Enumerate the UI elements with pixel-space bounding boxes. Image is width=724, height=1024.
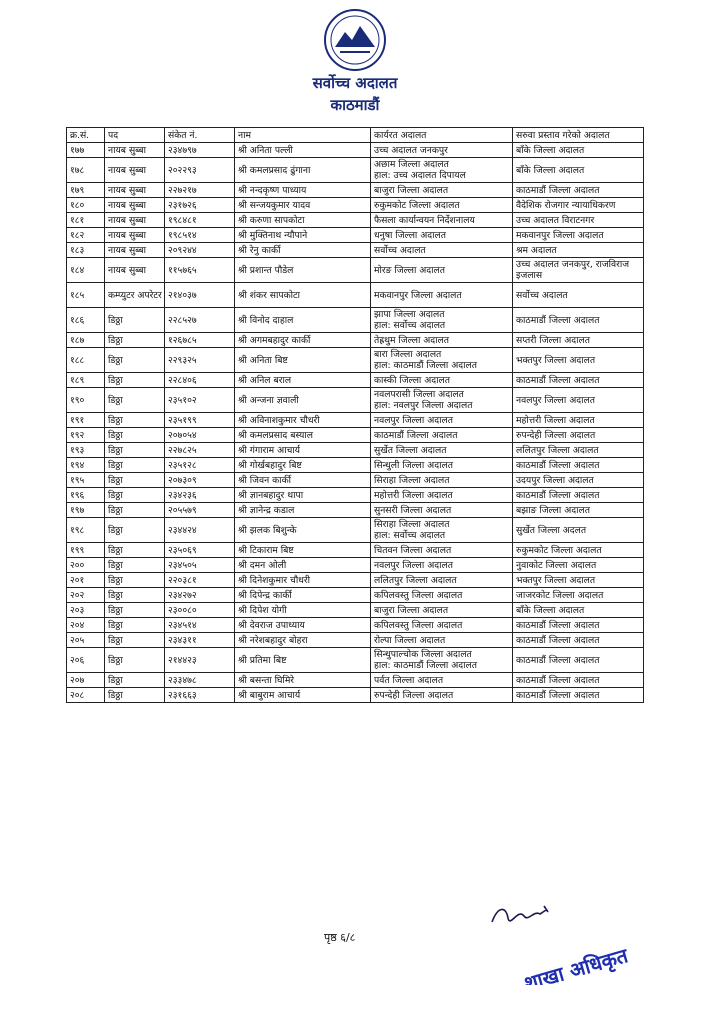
current-court-line: अछाम जिल्ला अदालत xyxy=(374,159,449,170)
current-court-line: सिन्धुपाल्चोक जिल्ला अदालत xyxy=(374,649,472,660)
cell-serial: १९७ xyxy=(67,503,105,518)
cell-transfer-court: भक्तपुर जिल्ला अदालत xyxy=(513,348,644,373)
cell-code: २२९३२५ xyxy=(165,348,235,373)
cell-current-court xyxy=(371,213,513,228)
current-court-line: तेह्रथुम जिल्ला अदालत xyxy=(374,334,450,346)
cell-current-court xyxy=(371,258,513,283)
current-court-line: कपिलवस्तु जिल्ला अदालत xyxy=(374,589,463,601)
cell-serial: २०२ xyxy=(67,588,105,603)
cell-current-court xyxy=(371,618,513,633)
col-transfer-court: सरुवा प्रस्ताव गरेको अदालत xyxy=(513,128,644,143)
cell-current-court xyxy=(371,348,513,373)
cell-name: श्री गंगाराम आचार्य xyxy=(235,443,371,458)
cell-current-court xyxy=(371,573,513,588)
cell-name: श्री ज्ञानबहादुर थापा xyxy=(235,488,371,503)
cell-name: श्री रेनु कार्की xyxy=(235,243,371,258)
cell-current-court xyxy=(371,428,513,443)
cell-current-court xyxy=(371,648,513,673)
cell-transfer-court: बाँके जिल्ला अदालत xyxy=(513,143,644,158)
cell-serial: १९० xyxy=(67,388,105,413)
cell-current-court xyxy=(371,503,513,518)
current-court-line: ललितपुर जिल्ला अदालत xyxy=(374,574,457,586)
cell-current-court xyxy=(371,183,513,198)
cell-name: श्री अन्जना ज्ञवाली xyxy=(235,388,371,413)
cell-code: २२७८२५ xyxy=(165,443,235,458)
cell-post: डिठ्ठा xyxy=(105,518,165,543)
current-court-line: महोत्तरी जिल्ला अदालत xyxy=(374,489,453,501)
table-row xyxy=(67,243,644,258)
table-row xyxy=(67,473,644,488)
cell-transfer-court: नवलपुर जिल्ला अदालत xyxy=(513,388,644,413)
cell-serial: १९१ xyxy=(67,413,105,428)
cell-transfer-court: बाँके जिल्ला अदालत xyxy=(513,603,644,618)
cell-current-court xyxy=(371,308,513,333)
cell-serial: १७९ xyxy=(67,183,105,198)
table-row xyxy=(67,373,644,388)
current-court-line: सिराहा जिल्ला अदालत xyxy=(374,474,450,486)
cell-current-court xyxy=(371,518,513,543)
current-court-line: कास्की जिल्ला अदालत xyxy=(374,374,450,386)
cell-post: डिठ्ठा xyxy=(105,308,165,333)
cell-post: डिठ्ठा xyxy=(105,558,165,573)
cell-current-court xyxy=(371,458,513,473)
cell-post: डिठ्ठा xyxy=(105,648,165,673)
cell-code: २०२२९३ xyxy=(165,158,235,183)
current-court-line: काठमाडौं जिल्ला अदालत xyxy=(374,429,458,441)
cell-code: २३५१९९ xyxy=(165,413,235,428)
table-row xyxy=(67,688,644,703)
table-row xyxy=(67,673,644,688)
cell-transfer-court: वैदेशिक रोजगार न्यायाधिकरण xyxy=(513,198,644,213)
current-court-line: चितवन जिल्ला अदालत xyxy=(374,544,452,556)
table-row xyxy=(67,308,644,333)
cell-code: २०७०५४ xyxy=(165,428,235,443)
table-row xyxy=(67,443,644,458)
cell-current-court xyxy=(371,588,513,603)
cell-serial: १९२ xyxy=(67,428,105,443)
cell-serial: १९९ xyxy=(67,543,105,558)
cell-post: डिठ्ठा xyxy=(105,573,165,588)
cell-code: २३१७२६ xyxy=(165,198,235,213)
cell-name: श्री शंकर सापकोटा xyxy=(235,283,371,308)
cell-serial: १८५ xyxy=(67,283,105,308)
table-body xyxy=(67,143,644,703)
cell-transfer-court: सप्तरी जिल्ला अदालत xyxy=(513,333,644,348)
current-court-line: रुकुमकोट जिल्ला अदालत xyxy=(374,199,460,211)
cell-post: डिठ्ठा xyxy=(105,543,165,558)
cell-current-court xyxy=(371,143,513,158)
cell-transfer-court: मकवानपुर जिल्ला अदालत xyxy=(513,228,644,243)
cell-code: २२८४०६ xyxy=(165,373,235,388)
cell-transfer-court: सर्वोच्च अदालत xyxy=(513,283,644,308)
current-court-line: हाल: काठमाडौं जिल्ला अदालत xyxy=(374,660,477,671)
current-court-line: उच्च अदालत जनकपुर xyxy=(374,144,448,156)
seal-line-2: काठमाडौं xyxy=(330,96,380,114)
current-court-line: हाल: सर्वोच्च अदालत xyxy=(374,530,446,541)
cell-name: श्री प्रशान्त पौडेल xyxy=(235,258,371,283)
cell-code: २२०३८१ xyxy=(165,573,235,588)
table-row xyxy=(67,603,644,618)
cell-transfer-court: काठमाडौं जिल्ला अदालत xyxy=(513,488,644,503)
table-row xyxy=(67,198,644,213)
cell-code: २३५०६९ xyxy=(165,543,235,558)
table-row xyxy=(67,228,644,243)
table-row xyxy=(67,558,644,573)
cell-serial: २०४ xyxy=(67,618,105,633)
cell-transfer-court: काठमाडौं जिल्ला अदालत xyxy=(513,373,644,388)
cell-serial: १८६ xyxy=(67,308,105,333)
cell-code: २१४०३७ xyxy=(165,283,235,308)
cell-name: श्री प्रतिमा बिष्ट xyxy=(235,648,371,673)
current-court-line: हाल: उच्च अदालत दिपायल xyxy=(374,170,466,181)
cell-serial: २०० xyxy=(67,558,105,573)
current-court-line: सिराहा जिल्ला अदालत xyxy=(374,519,450,530)
cell-transfer-court: उच्च अदालत जनकपुर, राजविराज इजलास xyxy=(513,258,644,283)
cell-transfer-court: काठमाडौं जिल्ला अदालत xyxy=(513,648,644,673)
officer-stamp xyxy=(510,925,650,985)
table-row xyxy=(67,258,644,283)
table-row xyxy=(67,648,644,673)
cell-current-court xyxy=(371,633,513,648)
current-court-line: रोल्पा जिल्ला अदालत xyxy=(374,634,446,646)
cell-serial: २०१ xyxy=(67,573,105,588)
cell-transfer-court: काठमाडौं जिल्ला अदालत xyxy=(513,688,644,703)
table-row xyxy=(67,633,644,648)
page-number: पृष्ठ ६/८ xyxy=(324,931,356,944)
cell-code: २३४२७२ xyxy=(165,588,235,603)
current-court-line: सुनसरी जिल्ला अदालत xyxy=(374,504,452,516)
cell-post: डिठ्ठा xyxy=(105,688,165,703)
cell-name: श्री नरेशबहादुर बोहरा xyxy=(235,633,371,648)
cell-name: श्री कमलप्रसाद ढुंगाना xyxy=(235,158,371,183)
cell-transfer-court: काठमाडौं जिल्ला अदालत xyxy=(513,618,644,633)
cell-code: २३४२३६ xyxy=(165,488,235,503)
cell-transfer-court: सुर्खेत जिल्ला अदलत xyxy=(513,518,644,543)
cell-code: १९८४८१ xyxy=(165,213,235,228)
cell-code: २२८५२७ xyxy=(165,308,235,333)
cell-transfer-court: जाजरकोट जिल्ला अदालत xyxy=(513,588,644,603)
cell-post: डिठ्ठा xyxy=(105,413,165,428)
cell-serial: १८८ xyxy=(67,348,105,373)
cell-name: श्री करुणा सापकोटा xyxy=(235,213,371,228)
seal-line-1: सर्वोच्च अदालत xyxy=(312,74,398,92)
cell-post: नायब सुब्बा xyxy=(105,258,165,283)
cell-post: नायब सुब्बा xyxy=(105,213,165,228)
table-row xyxy=(67,458,644,473)
cell-current-court xyxy=(371,443,513,458)
cell-name: श्री दिनेशकुमार चौधरी xyxy=(235,573,371,588)
cell-code: ११५७६५ xyxy=(165,258,235,283)
table-row xyxy=(67,333,644,348)
table-row xyxy=(67,183,644,198)
cell-current-court xyxy=(371,543,513,558)
cell-serial: २०७ xyxy=(67,673,105,688)
cell-current-court xyxy=(371,228,513,243)
cell-code: १९८५१४ xyxy=(165,228,235,243)
cell-serial: १९६ xyxy=(67,488,105,503)
cell-post: डिठ्ठा xyxy=(105,588,165,603)
table-row xyxy=(67,348,644,373)
court-seal xyxy=(290,2,420,122)
cell-name: श्री विनोद दाहाल xyxy=(235,308,371,333)
cell-serial: १८० xyxy=(67,198,105,213)
cell-name: श्री सन्जयकुमार यादव xyxy=(235,198,371,213)
cell-serial: १९५ xyxy=(67,473,105,488)
cell-post: नायब सुब्बा xyxy=(105,158,165,183)
table-row xyxy=(67,543,644,558)
current-court-line: सिन्धुली जिल्ला अदालत xyxy=(374,459,453,471)
table-row xyxy=(67,283,644,308)
cell-transfer-court: ललितपुर जिल्ला अदालत xyxy=(513,443,644,458)
cell-post: डिठ्ठा xyxy=(105,633,165,648)
cell-serial: १७८ xyxy=(67,158,105,183)
current-court-line: पर्वत जिल्ला अदालत xyxy=(374,674,444,686)
current-court-line: रुपन्देही जिल्ला अदालत xyxy=(374,689,454,701)
current-court-line: हाल: काठमाडौं जिल्ला अदालत xyxy=(374,360,477,371)
cell-name: श्री दिपेन्द्र कार्की xyxy=(235,588,371,603)
current-court-line: सर्वोच्च अदालत xyxy=(374,244,426,256)
cell-post: नायब सुब्बा xyxy=(105,143,165,158)
cell-post: डिठ्ठा xyxy=(105,603,165,618)
cell-transfer-court: बाँके जिल्ला अदालत xyxy=(513,158,644,183)
cell-post: डिठ्ठा xyxy=(105,388,165,413)
cell-code: २०७३०९ xyxy=(165,473,235,488)
col-current-court: कार्यरत अदालत xyxy=(371,128,513,143)
table-row xyxy=(67,158,644,183)
cell-post: डिठ्ठा xyxy=(105,503,165,518)
table-row xyxy=(67,428,644,443)
table-row xyxy=(67,488,644,503)
transfer-table xyxy=(66,127,644,703)
cell-code: २०९२४४ xyxy=(165,243,235,258)
cell-serial: २०८ xyxy=(67,688,105,703)
cell-code: २३३४७८ xyxy=(165,673,235,688)
cell-code: २३५१०२ xyxy=(165,388,235,413)
cell-current-court xyxy=(371,603,513,618)
cell-post: नायब सुब्बा xyxy=(105,243,165,258)
table-row xyxy=(67,213,644,228)
cell-name: श्री अगमबहादुर कार्की xyxy=(235,333,371,348)
table-row xyxy=(67,503,644,518)
table-row xyxy=(67,413,644,428)
current-court-line: बारा जिल्ला अदालत xyxy=(374,349,442,360)
cell-code: २३४३११ xyxy=(165,633,235,648)
cell-transfer-court: महोत्तरी जिल्ला अदालत xyxy=(513,413,644,428)
cell-transfer-court: काठमाडौं जिल्ला अदालत xyxy=(513,308,644,333)
cell-code: २३५१२८ xyxy=(165,458,235,473)
current-court-line: नवलपुर जिल्ला अदालत xyxy=(374,414,453,426)
table-header-row xyxy=(67,128,644,143)
cell-code: २३४७९७ xyxy=(165,143,235,158)
current-court-line: बाजुरा जिल्ला अदालत xyxy=(374,184,449,196)
cell-serial: १८२ xyxy=(67,228,105,243)
current-court-line: सुर्खेत जिल्ला अदालत xyxy=(374,444,447,456)
cell-post: डिठ्ठा xyxy=(105,458,165,473)
cell-transfer-court: काठमाडौं जिल्ला अदालत xyxy=(513,633,644,648)
cell-transfer-court: रुकुमकोट जिल्ला अदालत xyxy=(513,543,644,558)
cell-name: श्री जिवन कार्की xyxy=(235,473,371,488)
cell-code: २३१६६३ xyxy=(165,688,235,703)
cell-serial: १८३ xyxy=(67,243,105,258)
cell-transfer-court: श्रम अदालत xyxy=(513,243,644,258)
table-row xyxy=(67,588,644,603)
current-court-line: हाल: सर्वोच्च अदालत xyxy=(374,320,446,331)
cell-current-court xyxy=(371,488,513,503)
current-court-line: झापा जिल्ला अदालत xyxy=(374,309,445,320)
current-court-line: मोरङ जिल्ला अदालत xyxy=(374,264,446,276)
cell-post: डिठ्ठा xyxy=(105,333,165,348)
cell-code: २३००८० xyxy=(165,603,235,618)
cell-post: डिठ्ठा xyxy=(105,443,165,458)
cell-current-court xyxy=(371,373,513,388)
cell-serial: २०६ xyxy=(67,648,105,673)
cell-current-court xyxy=(371,388,513,413)
current-court-line: हाल: नवलपुर जिल्ला अदालत xyxy=(374,400,473,411)
current-court-line: धनुषा जिल्ला अदालत xyxy=(374,229,446,241)
cell-post: कम्प्युटर अपरेटर xyxy=(105,283,165,308)
current-court-line: बाजुरा जिल्ला अदालत xyxy=(374,604,449,616)
table-row xyxy=(67,388,644,413)
cell-current-court xyxy=(371,158,513,183)
cell-post: डिठ्ठा xyxy=(105,348,165,373)
cell-serial: १७७ xyxy=(67,143,105,158)
cell-current-court xyxy=(371,283,513,308)
cell-code: २२७२१७ xyxy=(165,183,235,198)
cell-transfer-court: काठमाडौं जिल्ला अदालत xyxy=(513,458,644,473)
cell-post: डिठ्ठा xyxy=(105,673,165,688)
cell-transfer-court: रुपन्देही जिल्ला अदालत xyxy=(513,428,644,443)
cell-post: डिठ्ठा xyxy=(105,428,165,443)
cell-post: नायब सुब्बा xyxy=(105,198,165,213)
cell-current-court xyxy=(371,243,513,258)
col-code: संकेत नं. xyxy=(165,128,235,143)
cell-post: डिठ्ठा xyxy=(105,373,165,388)
cell-name: श्री नन्दकृष्ण पाध्याय xyxy=(235,183,371,198)
current-court-line: नवलपरासी जिल्ला अदालत xyxy=(374,389,464,400)
cell-post: डिठ्ठा xyxy=(105,473,165,488)
cell-code: २०५५७९ xyxy=(165,503,235,518)
cell-name: श्री दिपेश योगी xyxy=(235,603,371,618)
cell-serial: १८९ xyxy=(67,373,105,388)
cell-name: श्री ज्ञानेन्द्र कडाल xyxy=(235,503,371,518)
table-row xyxy=(67,618,644,633)
cell-post: डिठ्ठा xyxy=(105,618,165,633)
cell-serial: १९४ xyxy=(67,458,105,473)
cell-name: श्री कमलप्रसाद बस्याल xyxy=(235,428,371,443)
cell-name: श्री झलक बिशुन्के xyxy=(235,518,371,543)
cell-serial: २०५ xyxy=(67,633,105,648)
cell-code: २३४५०५ xyxy=(165,558,235,573)
cell-name: श्री बसन्ता घिमिरे xyxy=(235,673,371,688)
table-row xyxy=(67,573,644,588)
cell-name: श्री अनिता बिष्ट xyxy=(235,348,371,373)
cell-transfer-court: उच्च अदालत विराटनगर xyxy=(513,213,644,228)
cell-code: २३४५१४ xyxy=(165,618,235,633)
cell-current-court xyxy=(371,333,513,348)
cell-current-court xyxy=(371,558,513,573)
cell-serial: १९३ xyxy=(67,443,105,458)
cell-name: श्री अविनाशकुमार चौधरी xyxy=(235,413,371,428)
current-court-line: मकवानपुर जिल्ला अदालत xyxy=(374,289,462,301)
cell-current-court xyxy=(371,673,513,688)
cell-name: श्री दमन ओली xyxy=(235,558,371,573)
cell-transfer-court: काठमाडौं जिल्ला अदालत xyxy=(513,183,644,198)
cell-serial: १८१ xyxy=(67,213,105,228)
table-row xyxy=(67,518,644,543)
col-serial: क्र.सं. xyxy=(67,128,105,143)
cell-transfer-court: काठमाडौं जिल्ला अदालत xyxy=(513,673,644,688)
cell-post: नायब सुब्बा xyxy=(105,228,165,243)
cell-name: श्री बाबुराम आचार्य xyxy=(235,688,371,703)
cell-current-court xyxy=(371,688,513,703)
cell-serial: २०३ xyxy=(67,603,105,618)
cell-transfer-court: उदयपुर जिल्ला अदालत xyxy=(513,473,644,488)
cell-name: श्री देवराज उपाध्याय xyxy=(235,618,371,633)
cell-serial: १९८ xyxy=(67,518,105,543)
cell-current-court xyxy=(371,473,513,488)
current-court-line: कपिलवस्तु जिल्ला अदालत xyxy=(374,619,463,631)
stamp-text: शाखा अधिकृत xyxy=(521,943,631,985)
col-name: नाम xyxy=(235,128,371,143)
cell-name: श्री अनिता पल्ली xyxy=(235,143,371,158)
cell-current-court xyxy=(371,413,513,428)
cell-serial: १८४ xyxy=(67,258,105,283)
cell-transfer-court: नुवाकोट जिल्ला अदालत xyxy=(513,558,644,573)
cell-serial: १८७ xyxy=(67,333,105,348)
current-court-line: नवलपुर जिल्ला अदालत xyxy=(374,559,453,571)
cell-name: श्री गोर्खबहादुर बिष्ट xyxy=(235,458,371,473)
cell-code: २३४४२४ xyxy=(165,518,235,543)
cell-post: डिठ्ठा xyxy=(105,488,165,503)
court-emblem-icon xyxy=(290,2,420,122)
cell-post: नायब सुब्बा xyxy=(105,183,165,198)
current-court-line: फैसला कार्यान्वयन निर्देशनालय xyxy=(374,214,475,226)
cell-name: श्री मुक्तिनाथ न्यौपाने xyxy=(235,228,371,243)
cell-current-court xyxy=(371,198,513,213)
cell-code: १२६७८५ xyxy=(165,333,235,348)
cell-transfer-court: भक्तपुर जिल्ला अदालत xyxy=(513,573,644,588)
cell-name: श्री टिकाराम बिष्ट xyxy=(235,543,371,558)
cell-transfer-court: बझाङ जिल्ला अदालत xyxy=(513,503,644,518)
col-post: पद xyxy=(105,128,165,143)
cell-name: श्री अनिल बराल xyxy=(235,373,371,388)
table-row xyxy=(67,143,644,158)
cell-code: २१४४२३ xyxy=(165,648,235,673)
